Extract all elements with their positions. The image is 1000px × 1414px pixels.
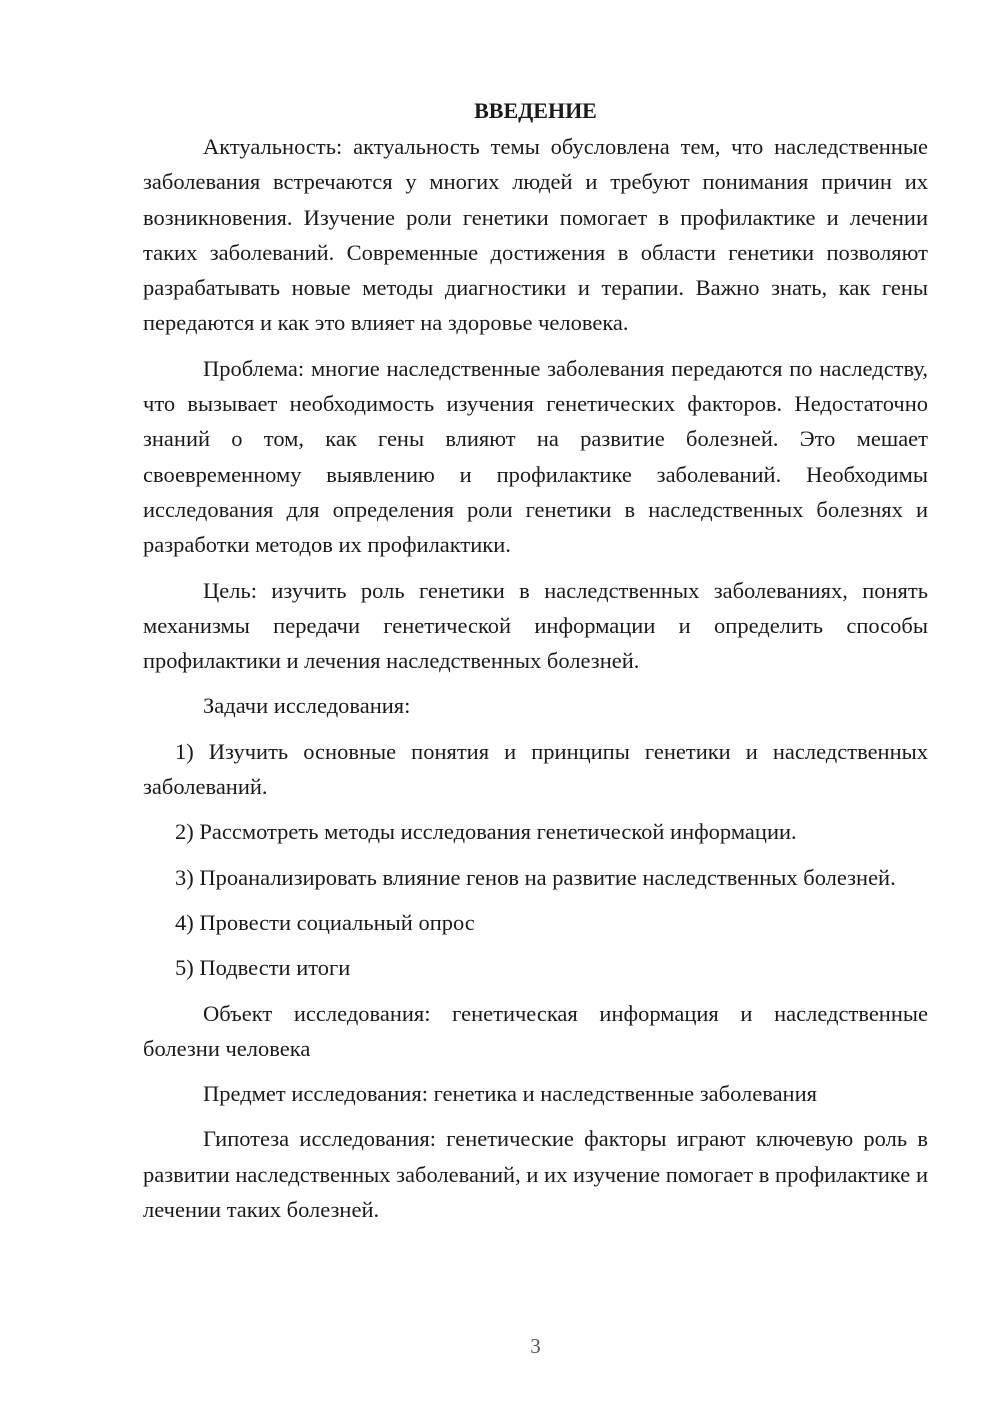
task-item-1: 1) Изучить основные понятия и принципы генетики и наследственных заболеваний. (143, 738, 928, 800)
paragraph-tasks-heading: Задачи исследования: (203, 693, 411, 719)
paragraph-problem: Проблема: многие наследственные заболевания передаются по наследству, что вызывает необходимость изучения генетических факторов. Недостаточно знаний о том, как гены влияют на развитие болезней. Это мешает своевременному выявлению и профилактике заболеваний. Необходимы исследования для определения роли генетики в наследственных болезнях и разработки методов их профилактики. (143, 355, 928, 558)
task-item-5: 5) Подвести итоги (175, 955, 351, 981)
task-item-3: 3) Проанализировать влияние генов на развитие наследственных болезней. (175, 864, 896, 890)
paragraph-goal: Цель: изучить роль генетики в наследственных заболеваниях, понять механизмы передачи генетической информации и определить способы профилактики и лечения наследственных болезней. (143, 577, 928, 674)
page-content (143, 93, 928, 1237)
paragraph-relevance: Актуальность: актуальность темы обусловлена тем, что наследственные заболевания встречаются у многих людей и требуют понимания причин их возникновения. Изучение роли генетики помогает в профилактике и лечении таких заболеваний. Современные достижения в области генетики позволяют разрабатывать новые методы диагностики и терапии. Важно знать, как гены передаются и как это влияет на здоровье человека. (143, 134, 928, 336)
page-title: ВВЕДЕНИЕ (474, 98, 597, 123)
paragraph-object: Объект исследования: генетическая информация и наследственные болезни человека (143, 1000, 928, 1061)
page-number: 3 (530, 1334, 541, 1358)
paragraph-hypothesis: Гипотеза исследования: генетические факторы играют ключевую роль в развитии наследственных заболеваний, и их изучение помогает в профилактике и лечении таких болезней. (143, 1126, 928, 1223)
task-item-4: 4) Провести социальный опрос (175, 909, 475, 935)
paragraph-subject: Предмет исследования: генетика и наследственные заболевания (203, 1081, 817, 1107)
task-item-2: 2) Рассмотреть методы исследования генетической информации. (175, 819, 797, 845)
